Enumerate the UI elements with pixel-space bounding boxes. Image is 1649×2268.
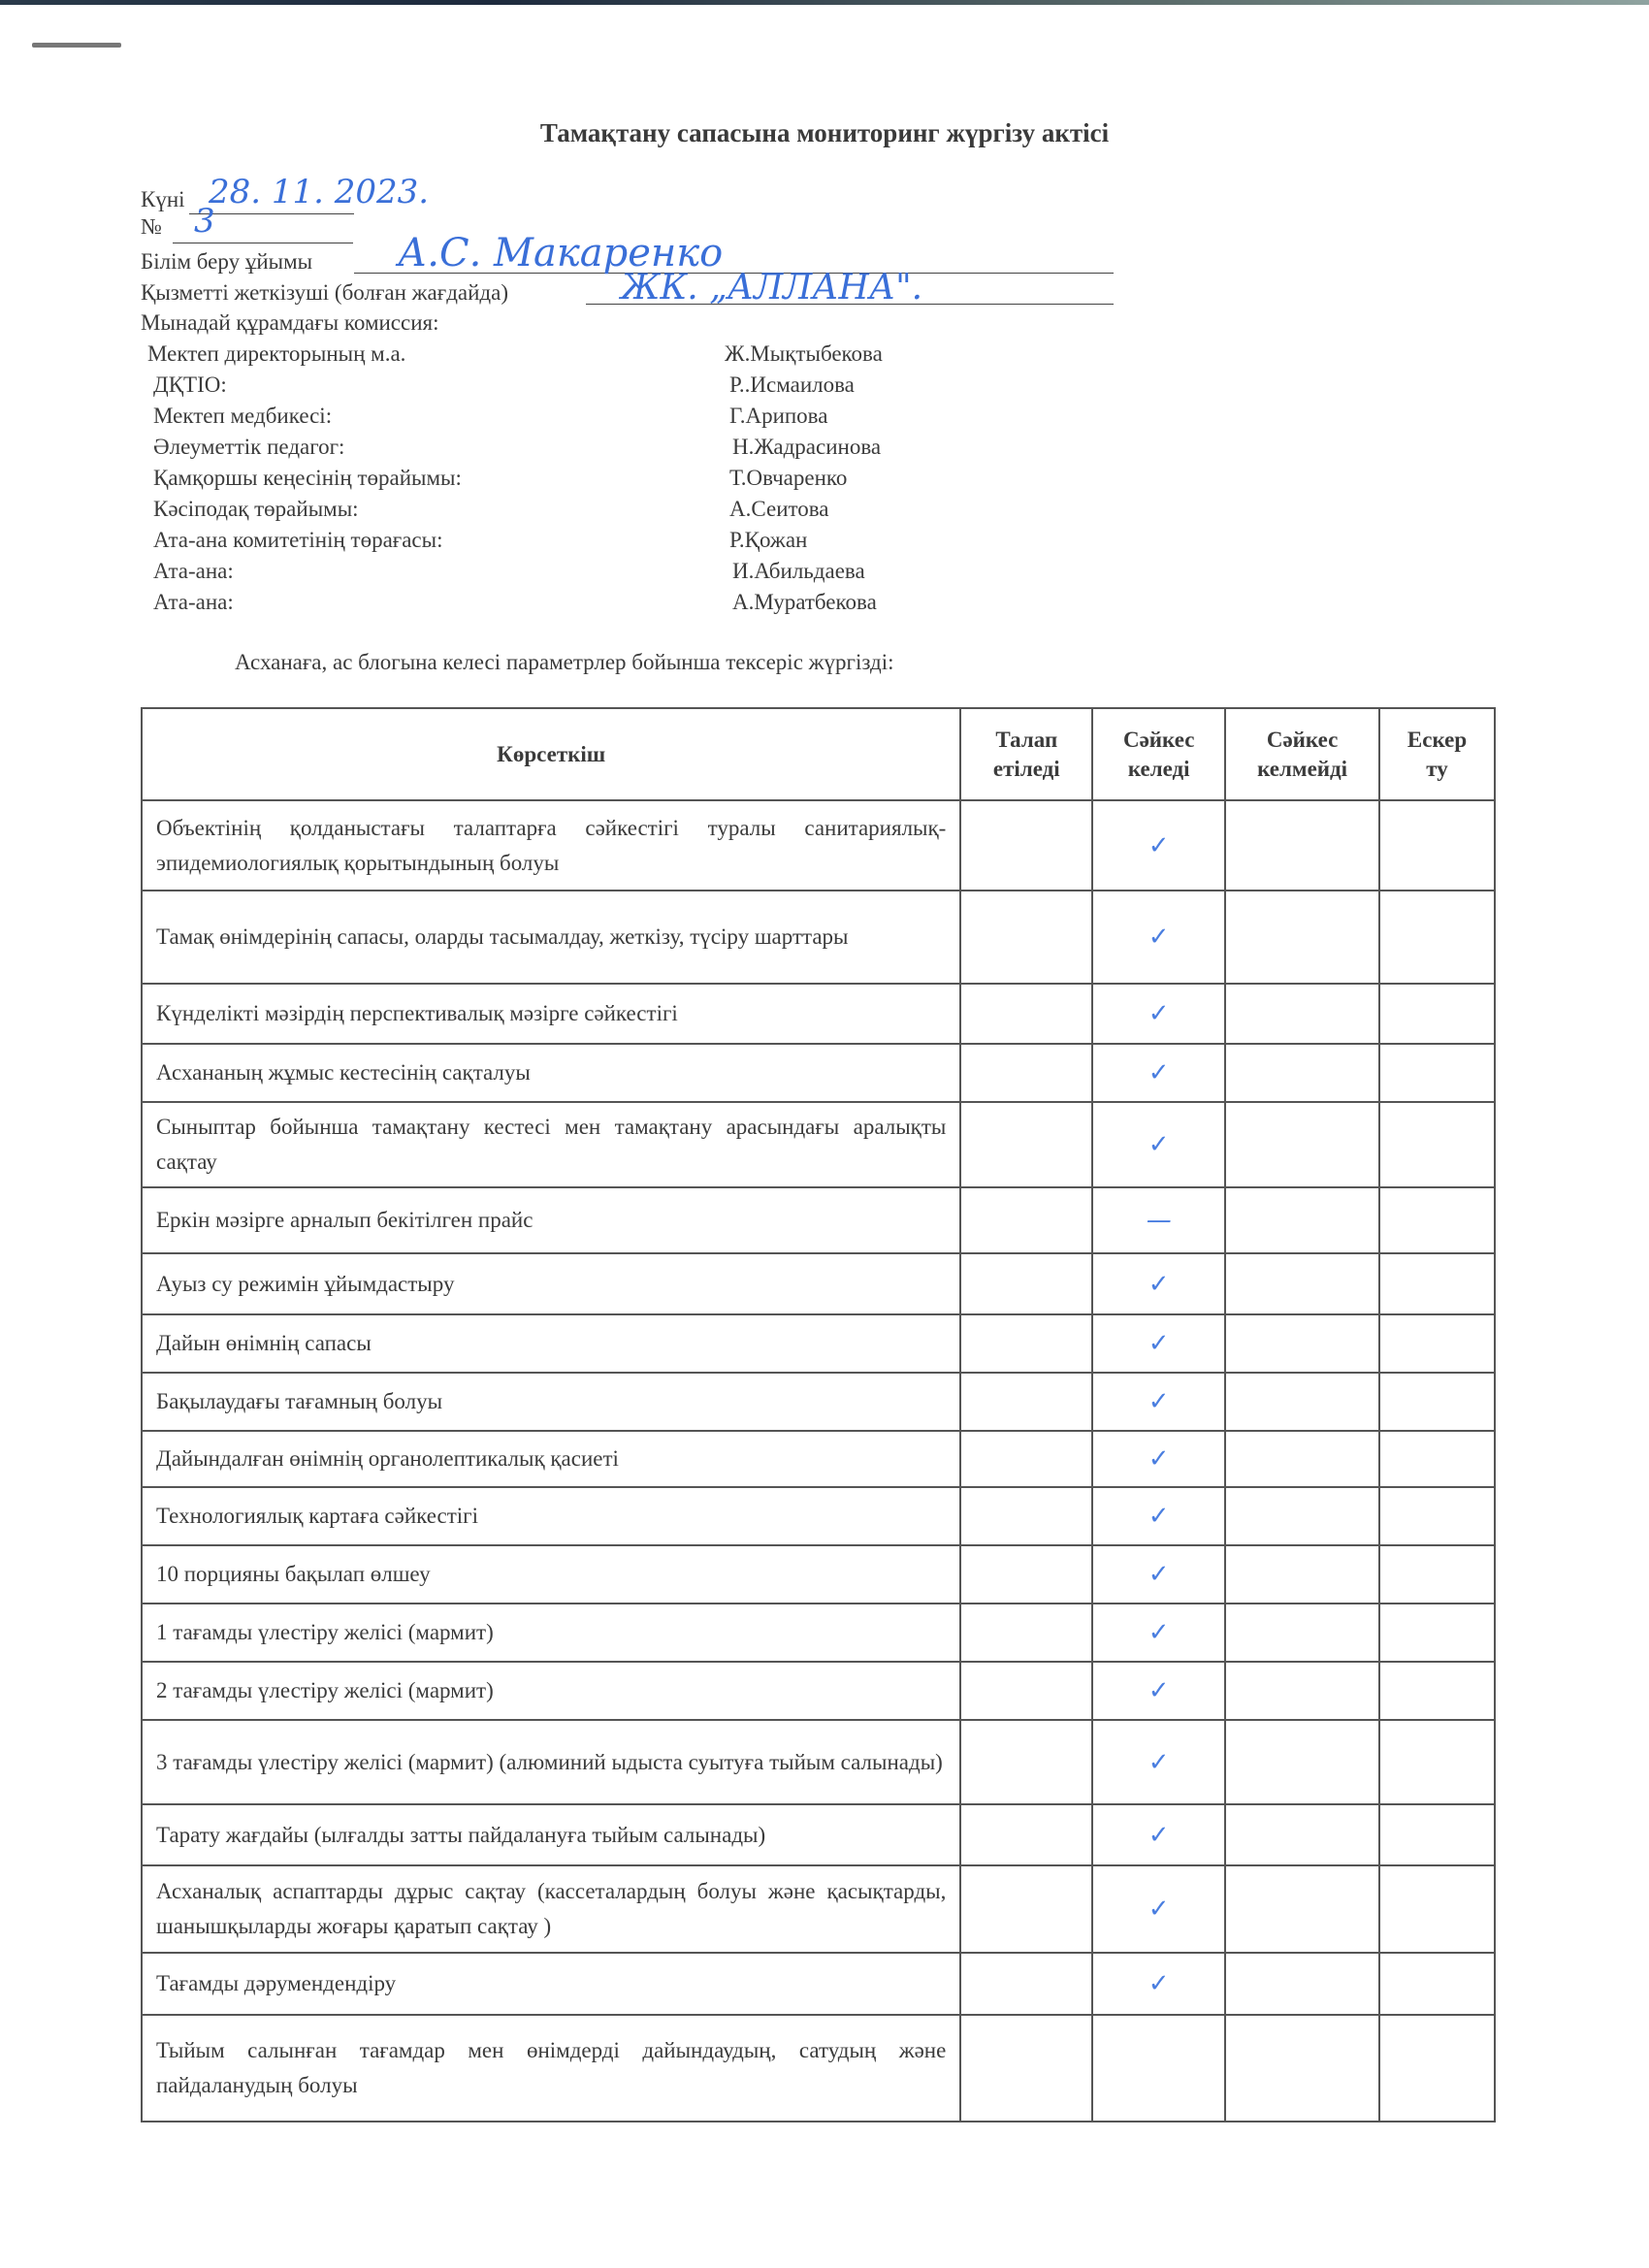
note-cell [1379,1953,1495,2015]
note-cell [1379,1604,1495,1662]
table-row [142,1044,1495,1102]
required-cell [960,800,1092,891]
table-row [142,1804,1495,1865]
table-row [142,1253,1495,1314]
commission-member: А.Сеитова [729,497,829,521]
compliant-cell: ✓ [1092,1373,1225,1431]
commission-member: Р.Қожан [729,528,808,552]
commission-member: А.Муратбекова [732,590,877,614]
commission-role: Ата-ана: [153,559,234,583]
header-note: Ескер ту [1379,708,1495,800]
commission-role: Ата-ана: [153,590,234,614]
table-row [142,1720,1495,1804]
indicator-cell: Күнделікті мәзірдің перспективалық мәзірге сәйкестігі [142,984,960,1044]
indicator-cell: Технологиялық картаға сәйкестігі [142,1487,960,1545]
table-row [142,1545,1495,1604]
date-label: Күні [141,187,185,211]
note-cell [1379,1431,1495,1487]
table-row [142,1187,1495,1253]
supplier-label: Қызметті жеткізуші (болған жағдайда) [141,280,508,305]
required-cell [960,1865,1092,1953]
required-cell [960,1662,1092,1720]
inspection-intro: Асханаға, ас блогына келесі параметрлер бойынша тексеріс жүргізді: [235,650,894,674]
commission-member: Г.Арипова [729,404,828,428]
noncompliant-cell [1225,1662,1379,1720]
noncompliant-cell [1225,1102,1379,1187]
number-value: 3 [194,202,215,241]
required-cell [960,891,1092,984]
compliant-cell: ✓ [1092,1314,1225,1373]
commission-role: Мектеп медбикесі: [153,404,333,428]
indicator-cell: Асханалық аспаптарды дұрыс сақтау (кассеталардың болуы және қасықтарды, шанышқыларды жоғары қаратып сақтау ) [142,1865,960,1953]
required-cell [960,1373,1092,1431]
noncompliant-cell [1225,1314,1379,1373]
note-cell [1379,1373,1495,1431]
compliant-cell: ✓ [1092,891,1225,984]
header-indicator: Көрсеткіш [142,708,960,800]
note-cell [1379,1187,1495,1253]
commission-role: ДҚТІО: [153,373,227,397]
compliant-cell: ✓ [1092,1720,1225,1804]
note-cell [1379,2015,1495,2122]
table-row [142,1953,1495,2015]
organization-label: Білім беру ұйымы [141,249,313,274]
required-cell [960,1102,1092,1187]
compliant-cell: — [1092,1187,1225,1253]
noncompliant-cell [1225,1373,1379,1431]
indicator-cell: 10 порцияны бақылап өлшеу [142,1545,960,1604]
required-cell [960,1187,1092,1253]
commission-heading: Мынадай құрамдағы комиссия: [141,310,439,335]
indicator-cell: Дайындалған өнімнің органолептикалық қасиеті [142,1431,960,1487]
compliant-cell: ✓ [1092,1044,1225,1102]
compliant-cell: ✓ [1092,1253,1225,1314]
required-cell [960,1545,1092,1604]
note-cell [1379,1804,1495,1865]
noncompliant-cell [1225,1720,1379,1804]
commission-role: Мектеп директорының м.а. [147,341,406,366]
table-row [142,1102,1495,1187]
note-cell [1379,1865,1495,1953]
header-required: Талап етіледі [960,708,1092,800]
compliant-cell: ✓ [1092,1953,1225,2015]
indicator-cell: Сыныптар бойынша тамақтану кестесі мен тамақтану арасындағы аралықты сақтау [142,1102,960,1187]
compliant-cell [1092,2015,1225,2122]
indicator-cell: Тарату жағдайы (ылғалды затты пайдалануға тыйым салынады) [142,1804,960,1865]
note-cell [1379,1314,1495,1373]
table-row [142,1431,1495,1487]
note-cell [1379,800,1495,891]
compliant-cell: ✓ [1092,1865,1225,1953]
compliant-cell: ✓ [1092,1604,1225,1662]
inspection-table [141,707,1496,2122]
note-cell [1379,1487,1495,1545]
required-cell [960,1604,1092,1662]
note-cell [1379,1720,1495,1804]
indicator-cell: Ауыз су режимін ұйымдастыру [142,1253,960,1314]
supplier-value: ЖК. „АЛЛАНА". [621,268,923,308]
required-cell [960,984,1092,1044]
noncompliant-cell [1225,1253,1379,1314]
indicator-cell: Дайын өнімнің сапасы [142,1314,960,1373]
indicator-cell: 1 тағамды үлестіру желісі (мармит) [142,1604,960,1662]
noncompliant-cell [1225,891,1379,984]
noncompliant-cell [1225,800,1379,891]
noncompliant-cell [1225,2015,1379,2122]
table-row [142,891,1495,984]
noncompliant-cell [1225,1431,1379,1487]
note-cell [1379,1102,1495,1187]
required-cell [960,1314,1092,1373]
table-row [142,2015,1495,2122]
commission-role: Кәсіподақ төрайымы: [153,497,359,521]
table-row [142,984,1495,1044]
commission-member: Н.Жадрасинова [732,435,882,459]
header-noncompliant: Сәйкес келмейді [1225,708,1379,800]
commission-member: И.Абильдаева [732,559,865,583]
indicator-cell: Тамақ өнімдерінің сапасы, оларды тасымалдау, жеткізу, түсіру шарттары [142,891,960,984]
required-cell [960,1487,1092,1545]
required-cell [960,1804,1092,1865]
table-row [142,1604,1495,1662]
organization-value: А.С. Макаренко [398,231,724,275]
compliant-cell: ✓ [1092,984,1225,1044]
note-cell [1379,1662,1495,1720]
noncompliant-cell [1225,1953,1379,2015]
commission-member: Ж.Мықтыбекова [725,341,883,366]
noncompliant-cell [1225,1804,1379,1865]
table-row [142,1314,1495,1373]
indicator-cell: Еркін мәзірге арналып бекітілген прайс [142,1187,960,1253]
compliant-cell: ✓ [1092,1487,1225,1545]
header-compliant: Сәйкес келеді [1092,708,1225,800]
required-cell [960,1953,1092,2015]
commission-role: Ата-ана комитетінің төрағасы: [153,528,443,552]
noncompliant-cell [1225,984,1379,1044]
commission-role: Әлеуметтік педагог: [153,435,345,459]
required-cell [960,1431,1092,1487]
indicator-cell: Тағамды дәрумендендіру [142,1953,960,2015]
indicator-cell: Бақылаудағы тағамның болуы [142,1373,960,1431]
scan-edge [0,0,1649,5]
commission-member: Т.Овчаренко [729,466,848,490]
required-cell [960,1253,1092,1314]
noncompliant-cell [1225,1865,1379,1953]
note-cell [1379,1044,1495,1102]
staple-mark [32,43,121,48]
note-cell [1379,891,1495,984]
commission-member: Р..Исмаилова [729,373,855,397]
table-header-row [142,708,1495,800]
required-cell [960,1044,1092,1102]
compliant-cell: ✓ [1092,1431,1225,1487]
indicator-cell: Асхананың жұмыс кестесінің сақталуы [142,1044,960,1102]
noncompliant-cell [1225,1487,1379,1545]
noncompliant-cell [1225,1604,1379,1662]
commission-role: Қамқоршы кеңесінің төрайымы: [153,466,462,490]
indicator-cell: Объектінің қолданыстағы талаптарға сәйкестігі туралы санитариялық-эпидемиологиялық қорытындының болуы [142,800,960,891]
table-row [142,1865,1495,1953]
noncompliant-cell [1225,1187,1379,1253]
noncompliant-cell [1225,1545,1379,1604]
indicator-cell: 3 тағамды үлестіру желісі (мармит) (алюминий ыдыста суытуға тыйым салынады) [142,1720,960,1804]
table-row [142,1662,1495,1720]
document-title: Тамақтану сапасына мониторинг жүргізу актісі [539,118,1110,147]
table-row [142,800,1495,891]
number-label: № [141,214,162,239]
compliant-cell: ✓ [1092,1662,1225,1720]
compliant-cell: ✓ [1092,1545,1225,1604]
compliant-cell: ✓ [1092,1804,1225,1865]
note-cell [1379,1253,1495,1314]
required-cell [960,1720,1092,1804]
compliant-cell: ✓ [1092,800,1225,891]
date-value: 28. 11. 2023. [209,173,430,211]
note-cell [1379,1545,1495,1604]
note-cell [1379,984,1495,1044]
compliant-cell: ✓ [1092,1102,1225,1187]
required-cell [960,2015,1092,2122]
table-row [142,1487,1495,1545]
indicator-cell: Тыйым салынған тағамдар мен өнімдерді дайындаудың, сатудың және пайдаланудың болуы [142,2015,960,2122]
table-row [142,1373,1495,1431]
noncompliant-cell [1225,1044,1379,1102]
indicator-cell: 2 тағамды үлестіру желісі (мармит) [142,1662,960,1720]
